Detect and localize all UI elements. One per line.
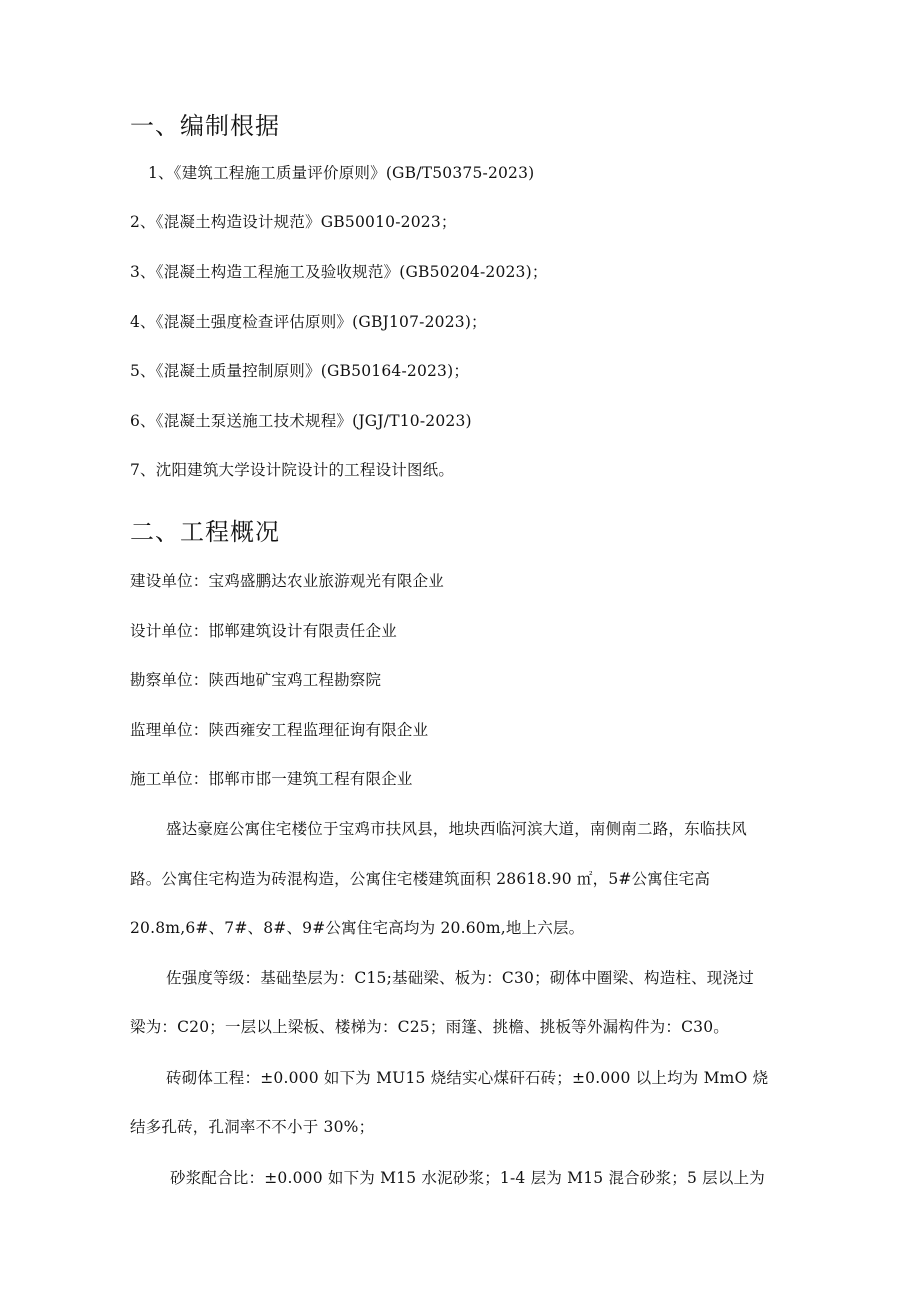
reference-item-4: 4、《混凝土强度检查评估原则》(GBJ107-2023)； xyxy=(130,313,487,331)
overview-para-line-3: 20.8m,6#、7#、8#、9#公寓住宅高均为 20.60m,地上六层。 xyxy=(130,919,585,937)
design-unit: 设计单位：邯郸建筑设计有限责任企业 xyxy=(130,622,397,640)
supervision-unit: 监理单位：陕西雍安工程监理征询有限企业 xyxy=(130,721,429,739)
construction-unit: 建设单位：宝鸡盛鹏达农业旅游观光有限企业 xyxy=(130,572,445,590)
masonry-para-line-1: 砖砌体工程：±0.000 如下为 MU15 烧结实心煤矸石砖；±0.000 以上均为 MmO 烧 xyxy=(166,1069,769,1087)
reference-item-5: 5、《混凝土质量控制原则》(GB50164-2023)； xyxy=(130,362,470,380)
builder-unit: 施工单位：邯郸市邯一建筑工程有限企业 xyxy=(130,770,413,788)
reference-item-1: 1、《建筑工程施工质量评价原则》(GB/T50375-2023) xyxy=(148,164,535,182)
section-1-heading: 一、编制根据 xyxy=(130,112,280,140)
overview-para-line-1: 盛达豪庭公寓住宅楼位于宝鸡市扶风县，地块西临河滨大道，南侧南二路，东临扶风 xyxy=(166,820,747,838)
mortar-para-line-1: 砂浆配合比：±0.000 如下为 M15 水泥砂浆；1-4 层为 M15 混合砂浆；5 层以上为 xyxy=(170,1169,765,1187)
reference-item-7: 7、沈阳建筑大学设计院设计的工程设计图纸。 xyxy=(130,461,455,479)
strength-para-line-1: 佐强度等级：基础垫层为：C15;基础梁、板为：C30；砌体中圈梁、构造柱、现浇过 xyxy=(166,969,754,987)
reference-item-6: 6、《混凝土泵送施工技术规程》(JGJ/T10-2023) xyxy=(130,412,472,430)
reference-item-2: 2、《混凝土构造设计规范》GB50010-2023； xyxy=(130,213,457,231)
masonry-para-line-2: 结多孔砖，孔洞率不不小于 30%； xyxy=(130,1118,375,1136)
survey-unit: 勘察单位：陕西地矿宝鸡工程勘察院 xyxy=(130,671,382,689)
reference-item-3: 3、《混凝土构造工程施工及验收规范》(GB50204-2023)； xyxy=(130,263,548,281)
overview-para-line-2: 路。公寓住宅构造为砖混构造，公寓住宅楼建筑面积 28618.90 ㎡，5#公寓住宅高 xyxy=(130,870,711,888)
strength-para-line-2: 梁为：C20；一层以上梁板、楼梯为：C25；雨篷、挑檐、挑板等外漏构件为：C30。 xyxy=(130,1018,729,1036)
section-2-heading: 二、工程概况 xyxy=(130,518,280,546)
